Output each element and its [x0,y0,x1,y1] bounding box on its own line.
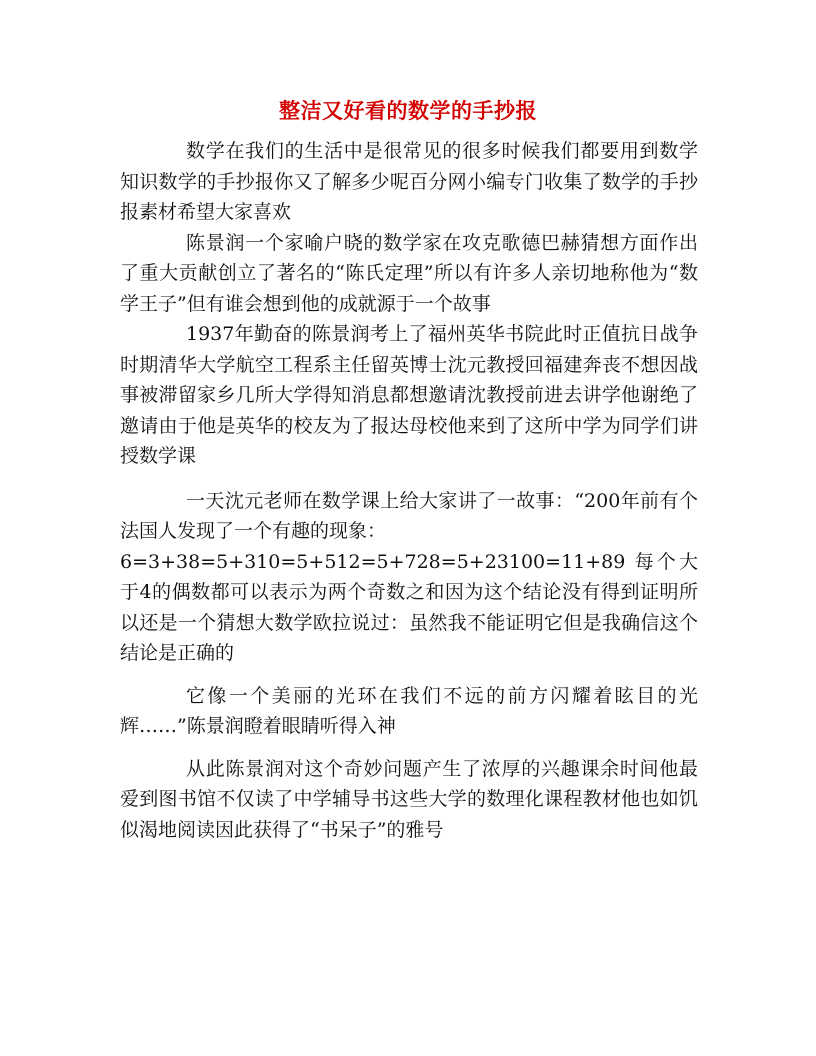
paragraph-story: 一天沈元老师在数学课上给大家讲了一故事：“200年前有个法国人发现了一个有趣的现象： [120,489,698,542]
paragraph-chen-jingrun: 陈景润一个家喻户晓的数学家在攻克歌德巴赫猜想方面作出了重大贡献创立了著名的“陈氏定理”所以有许多人亲切地称他为“数学王子”但有谁会想到他的成就源于一个故事 [120,231,698,315]
paragraph-halo: 它像一个美丽的光环在我们不远的前方闪耀着眩目的光辉……”陈景润瞪着眼睛听得入神 [120,684,698,737]
paragraph-goldbach: 6=3+38=5+310=5+512=5+728=5+23100=11+89 每个大于4的偶数都可以表示为两个奇数之和因为这个结论没有得到证明所以还是一个猜想大数学欧拉说过：虽然我不能证明它但是我确信这个结论是正确的 [120,550,698,664]
paragraph-1937: 1937年勤奋的陈景润考上了福州英华书院此时正值抗日战争时期清华大学航空工程系主任留英博士沈元教授回福建奔丧不想因战事被滞留家乡几所大学得知消息都想邀请沈教授前进去讲学他谢绝了邀请由于他是英华的校友为了报达母校他来到了这所中学为同学们讲授数学课 [120,323,698,467]
paragraph-intro: 数学在我们的生活中是很常见的很多时候我们都要用到数学知识数学的手抄报你又了解多少呢百分网小编专门收集了数学的手抄报素材希望大家喜欢 [120,140,698,223]
paragraph-bookworm: 从此陈景润对这个奇妙问题产生了浓厚的兴趣课余时间他最爱到图书馆不仅读了中学辅导书这些大学的数理化课程教材他也如饥似渴地阅读因此获得了“书呆子”的雅号 [120,757,698,841]
document-title: 整洁又好看的数学的手抄报 [279,98,537,123]
document-body [120,136,698,845]
